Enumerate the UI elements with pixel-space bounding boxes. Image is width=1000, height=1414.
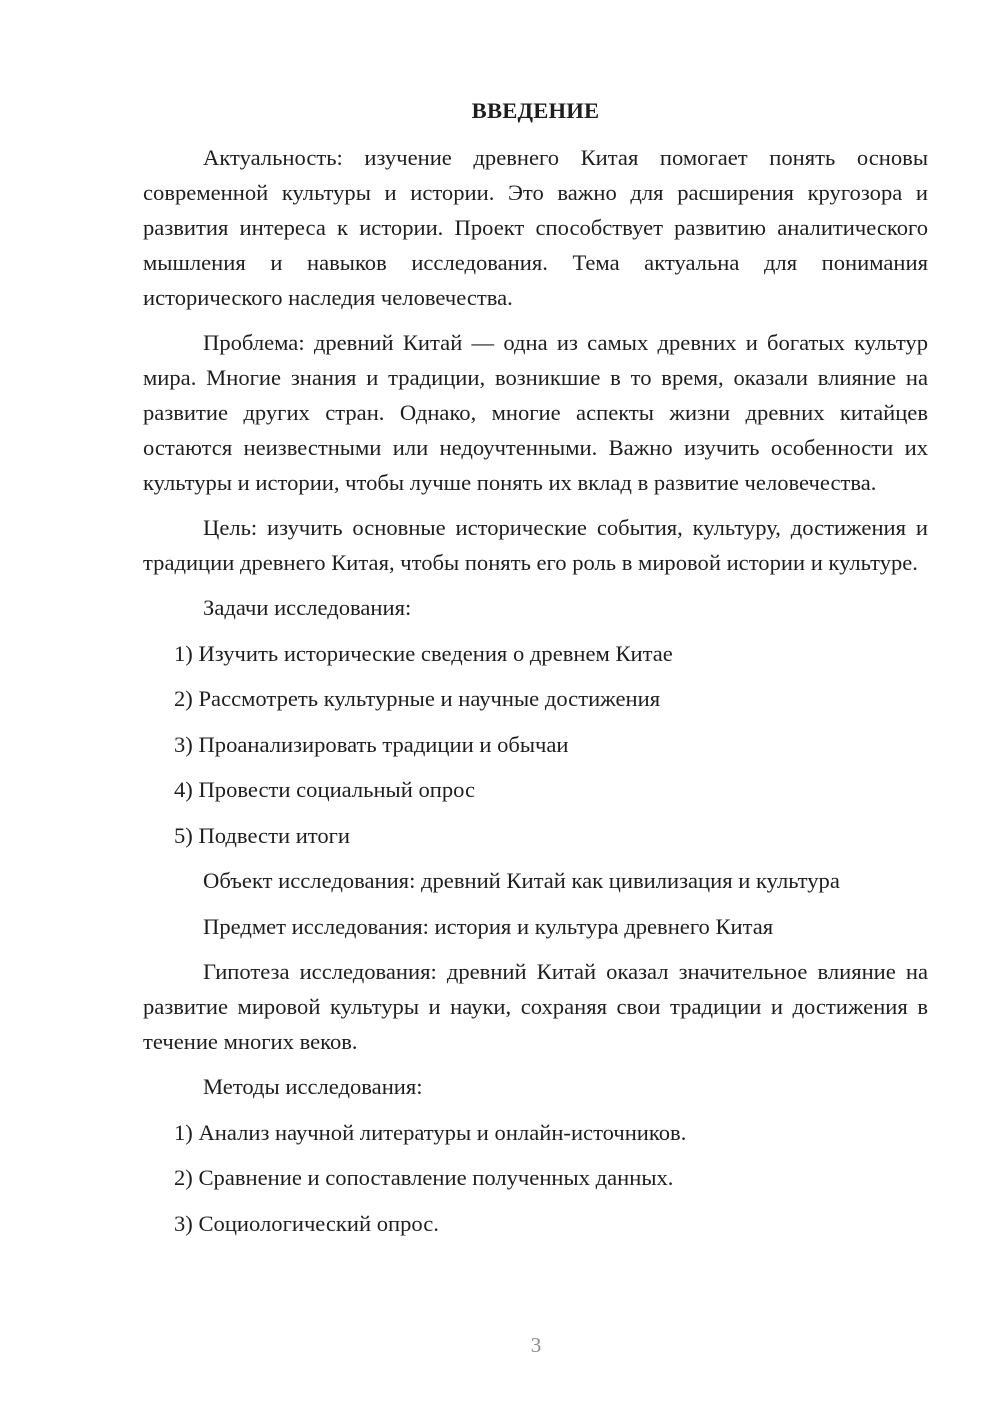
list-item: 2) Рассмотреть культурные и научные достижения — [174, 686, 661, 711]
list-item: 5) Подвести итоги — [174, 822, 351, 848]
document-page — [143, 96, 928, 1241]
relevance-paragraph: Актуальность: изучение древнего Китая помогает понять основы современной культуры и истории. Это важно для расширения кругозора и развития интереса к истории. Проект способствует развитию аналитического мышления и навыков исследования. Тема актуальна для понимания исторического наследия человечества. — [143, 145, 928, 310]
page-number: 3 — [530, 1333, 542, 1357]
tasks-heading: Задачи исследования: — [203, 595, 412, 620]
list-item: 3) Социологический опрос. — [174, 1210, 439, 1236]
list-item: 4) Провести социальный опрос — [174, 777, 476, 802]
list-item: 1) Анализ научной литературы и онлайн-источников. — [174, 1119, 687, 1145]
hypothesis-paragraph: Гипотеза исследования: древний Китай оказал значительное влияние на развитие мировой культуры и науки, сохраняя свои традиции и достижения в течение многих веков. — [143, 959, 928, 1054]
page-title: ВВЕДЕНИЕ — [471, 98, 600, 123]
tasks-list — [143, 636, 928, 853]
methods-heading: Методы исследования: — [203, 1074, 423, 1099]
methods-list — [143, 1115, 928, 1241]
research-object: Объект исследования: древний Китай как цивилизация и культура — [203, 868, 840, 893]
list-item: 2) Сравнение и сопоставление полученных данных. — [174, 1165, 674, 1190]
problem-paragraph: Проблема: древний Китай — одна из самых древних и богатых культур мира. Многие знания и традиции, возникшие в то время, оказали влияние на развитие других стран. Однако, многие аспекты жизни древних китайцев остаются неизвестными или недоучтенными. Важно изучить особенности их культуры и истории, чтобы лучше понять их вклад в развитие человечества. — [143, 330, 928, 495]
list-item: 3) Проанализировать традиции и обычаи — [174, 731, 569, 757]
goal-paragraph: Цель: изучить основные исторические события, культуру, достижения и традиции древнего Китая, чтобы понять его роль в мировой истории и культуре. — [143, 515, 928, 575]
list-item: 1) Изучить исторические сведения о древнем Китае — [174, 640, 673, 666]
research-subject: Предмет исследования: история и культура древнего Китая — [203, 913, 774, 939]
